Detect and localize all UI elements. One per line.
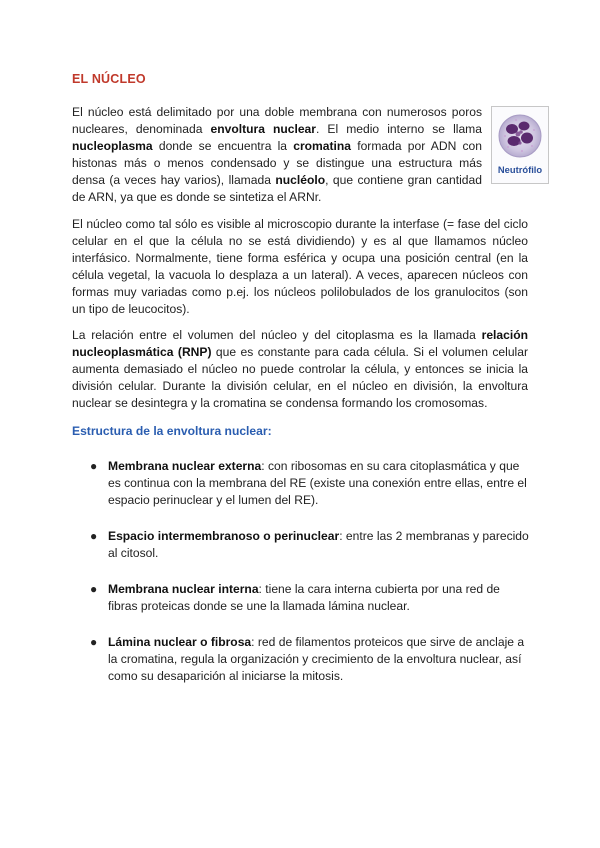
paragraph-intro	[72, 104, 482, 206]
neutrophil-figure	[491, 106, 549, 184]
p1-text-3: donde se encuentra la	[152, 139, 294, 153]
list-item	[90, 581, 530, 615]
structure-list	[90, 458, 530, 704]
p3-text-2: que es constante para cada célula. Si el volumen celular aumenta demasiado el núcleo no puede controlar la célula, y entonces se inicia la división celular. Durante la división celular, en el núcleo en división, la envoltura nuclear se desintegra y la cromatina se condensa formando los cromosomas.	[72, 345, 528, 410]
p3-text-1: La relación entre el volumen del núcleo y del citoplasma es la llamada	[72, 328, 482, 342]
term-nucleolo: nucléolo	[275, 173, 326, 187]
list-item-desc: : entre las 2 membranas y parecido al citosol.	[108, 529, 529, 560]
section-subtitle: Estructura de la envoltura nuclear:	[72, 424, 272, 438]
neutrophil-cell-image	[496, 110, 544, 162]
list-item-term: Espacio intermembranoso o perinuclear	[108, 529, 340, 543]
p1-text-5: , que contiene gran cantidad de ARN, ya que es donde se sintetiza el ARNr.	[72, 173, 482, 204]
list-item	[90, 528, 530, 562]
list-item	[90, 634, 530, 685]
paragraph-rnp	[72, 327, 528, 412]
p1-text-2: . El medio interno se llama	[316, 122, 482, 136]
list-item-term: Membrana nuclear interna	[108, 582, 259, 596]
bullet-icon: ●	[90, 582, 98, 596]
paragraph-interfase: El núcleo como tal sólo es visible al microscopio durante la interfase (= fase del ciclo celular en el que la célula no se está dividiendo) y es al que llamamos núcleo interfásico. Normalmente, tiene forma esférica y ocupa una posición central (en la célula vegetal, la vacuola lo desplaza a un lateral). A veces, aparecen núcleos con formas muy variadas como p.ej. los núcleos polilobulados de los granulocitos (son un tipo de leucocitos).	[72, 217, 528, 316]
figure-caption: Neutrófilo	[497, 164, 543, 175]
list-item-term: Membrana nuclear externa	[108, 459, 262, 473]
p1-text-1: El núcleo está delimitado por una doble membrana con numerosos poros nucleares, denominada	[72, 105, 482, 136]
term-envoltura-nuclear: envoltura nuclear	[210, 122, 316, 136]
list-item-desc: : red de filamentos proteicos que sirve de anclaje a la cromatina, regula la organización y crecimiento de la envoltura nuclear, así como su desaparición al iniciarse la mitosis.	[108, 635, 525, 683]
term-nucleoplasma: nucleoplasma	[72, 139, 153, 153]
page-title: EL NÚCLEO	[72, 72, 146, 86]
term-cromatina: cromatina	[293, 139, 352, 153]
list-item-term: Lámina nuclear o fibrosa	[108, 635, 252, 649]
list-item-desc: : tiene la cara interna cubierta por una red de fibras proteicas donde se une la llamada lámina nuclear.	[108, 582, 500, 613]
list-item	[90, 458, 530, 509]
p1-text-4: formada por ADN con histonas más o menos condensado y se distingue una estructura más densa (a veces hay varios), llamada	[72, 139, 483, 187]
term-rnp: relación nucleoplasmática (RNP)	[72, 328, 528, 359]
bullet-icon: ●	[90, 529, 98, 543]
bullet-icon: ●	[90, 459, 98, 473]
bullet-icon: ●	[90, 635, 98, 649]
list-item-desc: : con ribosomas en su cara citoplasmática y que es continua con la membrana del RE (existe una conexión entre ellas, entre el espacio perinuclear y el lumen del RE).	[108, 459, 527, 507]
